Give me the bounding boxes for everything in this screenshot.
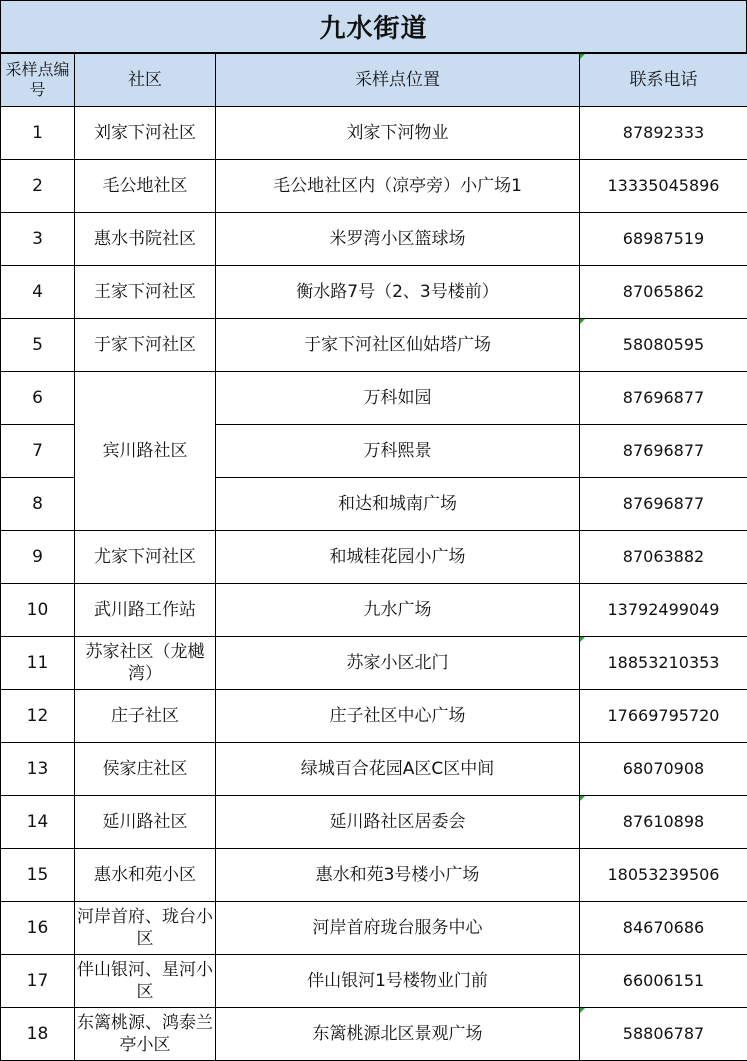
cell-location: 于家下河社区仙姑塔广场 bbox=[216, 319, 580, 372]
table-row bbox=[1, 584, 747, 637]
cell-location: 万科熙景 bbox=[216, 425, 580, 478]
cell-no: 5 bbox=[1, 319, 75, 372]
header-sample-no: 采样点编号 bbox=[1, 54, 75, 107]
table-row bbox=[1, 266, 747, 319]
cell-location: 米罗湾小区篮球场 bbox=[216, 213, 580, 266]
cell-phone: 17669795720 bbox=[580, 690, 747, 743]
cell-community: 侯家庄社区 bbox=[75, 743, 216, 796]
cell-no: 11 bbox=[1, 637, 75, 690]
cell-phone: 13792499049 bbox=[580, 584, 747, 637]
header-row bbox=[1, 54, 747, 107]
cell-location: 绿城百合花园A区C区中间 bbox=[216, 743, 580, 796]
cell-location: 延川路社区居委会 bbox=[216, 796, 580, 849]
table-row bbox=[1, 849, 747, 902]
cell-location: 和城桂花园小广场 bbox=[216, 531, 580, 584]
cell-community: 王家下河社区 bbox=[75, 266, 216, 319]
cell-location: 九水广场 bbox=[216, 584, 580, 637]
table-row bbox=[1, 213, 747, 266]
cell-community: 苏家社区（龙樾湾） bbox=[75, 637, 216, 690]
cell-community: 武川路工作站 bbox=[75, 584, 216, 637]
cell-phone: 87610898 bbox=[580, 796, 747, 849]
cell-community: 河岸首府、珑台小区 bbox=[75, 902, 216, 955]
cell-community: 尤家下河社区 bbox=[75, 531, 216, 584]
cell-community: 延川路社区 bbox=[75, 796, 216, 849]
cell-no: 1 bbox=[1, 107, 75, 160]
cell-location: 苏家小区北门 bbox=[216, 637, 580, 690]
cell-no: 16 bbox=[1, 902, 75, 955]
cell-phone: 87892333 bbox=[580, 107, 747, 160]
cell-location: 庄子社区中心广场 bbox=[216, 690, 580, 743]
cell-community: 惠水书院社区 bbox=[75, 213, 216, 266]
cell-no: 8 bbox=[1, 478, 75, 531]
table-row bbox=[1, 955, 747, 1008]
cell-location: 东篱桃源北区景观广场 bbox=[216, 1008, 580, 1061]
cell-phone: 87696877 bbox=[580, 372, 747, 425]
cell-no: 18 bbox=[1, 1008, 75, 1061]
cell-phone: 84670686 bbox=[580, 902, 747, 955]
cell-no: 3 bbox=[1, 213, 75, 266]
cell-no: 2 bbox=[1, 160, 75, 213]
cell-community: 庄子社区 bbox=[75, 690, 216, 743]
table-row bbox=[1, 1008, 747, 1061]
cell-community-merged: 宾川路社区 bbox=[75, 372, 216, 531]
cell-phone: 58080595 bbox=[580, 319, 747, 372]
table-row bbox=[1, 637, 747, 690]
sampling-table bbox=[0, 53, 747, 1061]
cell-no: 6 bbox=[1, 372, 75, 425]
cell-phone: 68070908 bbox=[580, 743, 747, 796]
cell-no: 15 bbox=[1, 849, 75, 902]
table-row bbox=[1, 690, 747, 743]
cell-location: 惠水和苑3号楼小广场 bbox=[216, 849, 580, 902]
cell-phone: 87065862 bbox=[580, 266, 747, 319]
cell-phone: 87696877 bbox=[580, 425, 747, 478]
cell-phone: 58806787 bbox=[580, 1008, 747, 1061]
cell-community: 于家下河社区 bbox=[75, 319, 216, 372]
table-row bbox=[1, 319, 747, 372]
cell-no: 13 bbox=[1, 743, 75, 796]
cell-no: 4 bbox=[1, 266, 75, 319]
table-row bbox=[1, 531, 747, 584]
cell-no: 12 bbox=[1, 690, 75, 743]
cell-location: 和达和城南广场 bbox=[216, 478, 580, 531]
cell-community: 惠水和苑小区 bbox=[75, 849, 216, 902]
table-row bbox=[1, 160, 747, 213]
cell-community: 刘家下河社区 bbox=[75, 107, 216, 160]
cell-no: 17 bbox=[1, 955, 75, 1008]
cell-location: 刘家下河物业 bbox=[216, 107, 580, 160]
table-row bbox=[1, 372, 747, 425]
cell-phone: 66006151 bbox=[580, 955, 747, 1008]
cell-phone: 13335045896 bbox=[580, 160, 747, 213]
cell-phone: 18853210353 bbox=[580, 637, 747, 690]
cell-phone: 68987519 bbox=[580, 213, 747, 266]
cell-no: 14 bbox=[1, 796, 75, 849]
cell-no: 7 bbox=[1, 425, 75, 478]
cell-phone: 18053239506 bbox=[580, 849, 747, 902]
table-row bbox=[1, 902, 747, 955]
header-community: 社区 bbox=[75, 54, 216, 107]
cell-location: 伴山银河1号楼物业门前 bbox=[216, 955, 580, 1008]
cell-location: 河岸首府珑台服务中心 bbox=[216, 902, 580, 955]
header-location: 采样点位置 bbox=[216, 54, 580, 107]
cell-location: 衡水路7号（2、3号楼前） bbox=[216, 266, 580, 319]
table-row bbox=[1, 796, 747, 849]
cell-community: 东篱桃源、鸿泰兰亭小区 bbox=[75, 1008, 216, 1061]
table-row bbox=[1, 107, 747, 160]
header-phone: 联系电话 bbox=[580, 54, 747, 107]
cell-location: 万科如园 bbox=[216, 372, 580, 425]
cell-community: 毛公地社区 bbox=[75, 160, 216, 213]
cell-no: 9 bbox=[1, 531, 75, 584]
table-row bbox=[1, 743, 747, 796]
sheet-title: 九水街道 bbox=[0, 0, 747, 53]
cell-location: 毛公地社区内（凉亭旁）小广场1 bbox=[216, 160, 580, 213]
cell-community: 伴山银河、星河小区 bbox=[75, 955, 216, 1008]
cell-phone: 87696877 bbox=[580, 478, 747, 531]
cell-phone: 87063882 bbox=[580, 531, 747, 584]
cell-no: 10 bbox=[1, 584, 75, 637]
